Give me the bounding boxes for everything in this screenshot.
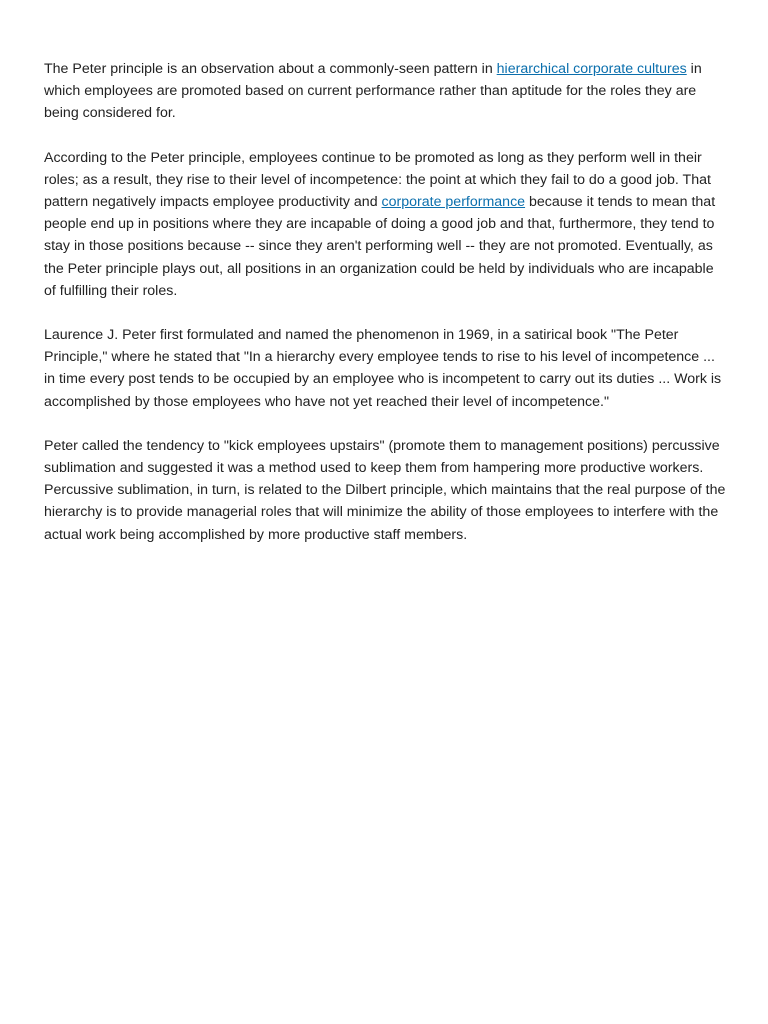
corporate-performance-link[interactable]: corporate performance — [381, 194, 526, 211]
paragraph-intro-text-start: The Peter principle is an observation about a commonly-seen pattern in — [44, 61, 497, 77]
paragraph-intro — [44, 58, 726, 125]
paragraph-intro-text-end: in which employees are promoted based on current performance rather than aptitude for the roles they are being considered for. — [44, 61, 702, 122]
paragraph-incompetence-text-start: According to the Peter principle, employees continue to be promoted as long as they perform well in their roles; as a result, they rise to their level of incompetence: the point at which they fail to do a good job. That pattern negatively impacts employee productivity and — [44, 149, 711, 211]
paragraph-origin: Laurence J. Peter first formulated and named the phenomenon in 1969, in a satirical book "The Peter Principle," where he stated that "In a hierarchy every employee tends to rise to his level of incompetence ... in time every post tends to be occupied by an employee who is incompetent to carry out its duties ... Work is accomplished by those employees who have not yet reached their level of incompetence." — [44, 327, 722, 410]
paragraph-percussive-sublimation: Peter called the tendency to "kick employees upstairs" (promote them to management positions) percussive sublimation and suggested it was a method used to keep them from hampering more productive workers. Percussive sublimation, in turn, is related to the Dilbert principle, which maintains that the real purpose of the hierarchy is to provide managerial roles that will minimize the ability of those employees to interfere with the actual work being accomplished by more productive staff members. — [44, 437, 726, 543]
paragraph-incompetence — [44, 147, 726, 302]
article-body — [44, 58, 726, 568]
paragraph-incompetence-text-end: because it tends to mean that people end up in positions where they are incapable of doing a good job and that, furthermore, they tend to stay in those positions because -- since they aren't performing well -- they are not promoted. Eventually, as the Peter principle plays out, all positions in an organization could be held by individuals who are incapable of fulfilling their roles. — [44, 194, 716, 299]
hierarchical-corporate-cultures-link[interactable]: hierarchical corporate cultures — [496, 61, 687, 77]
